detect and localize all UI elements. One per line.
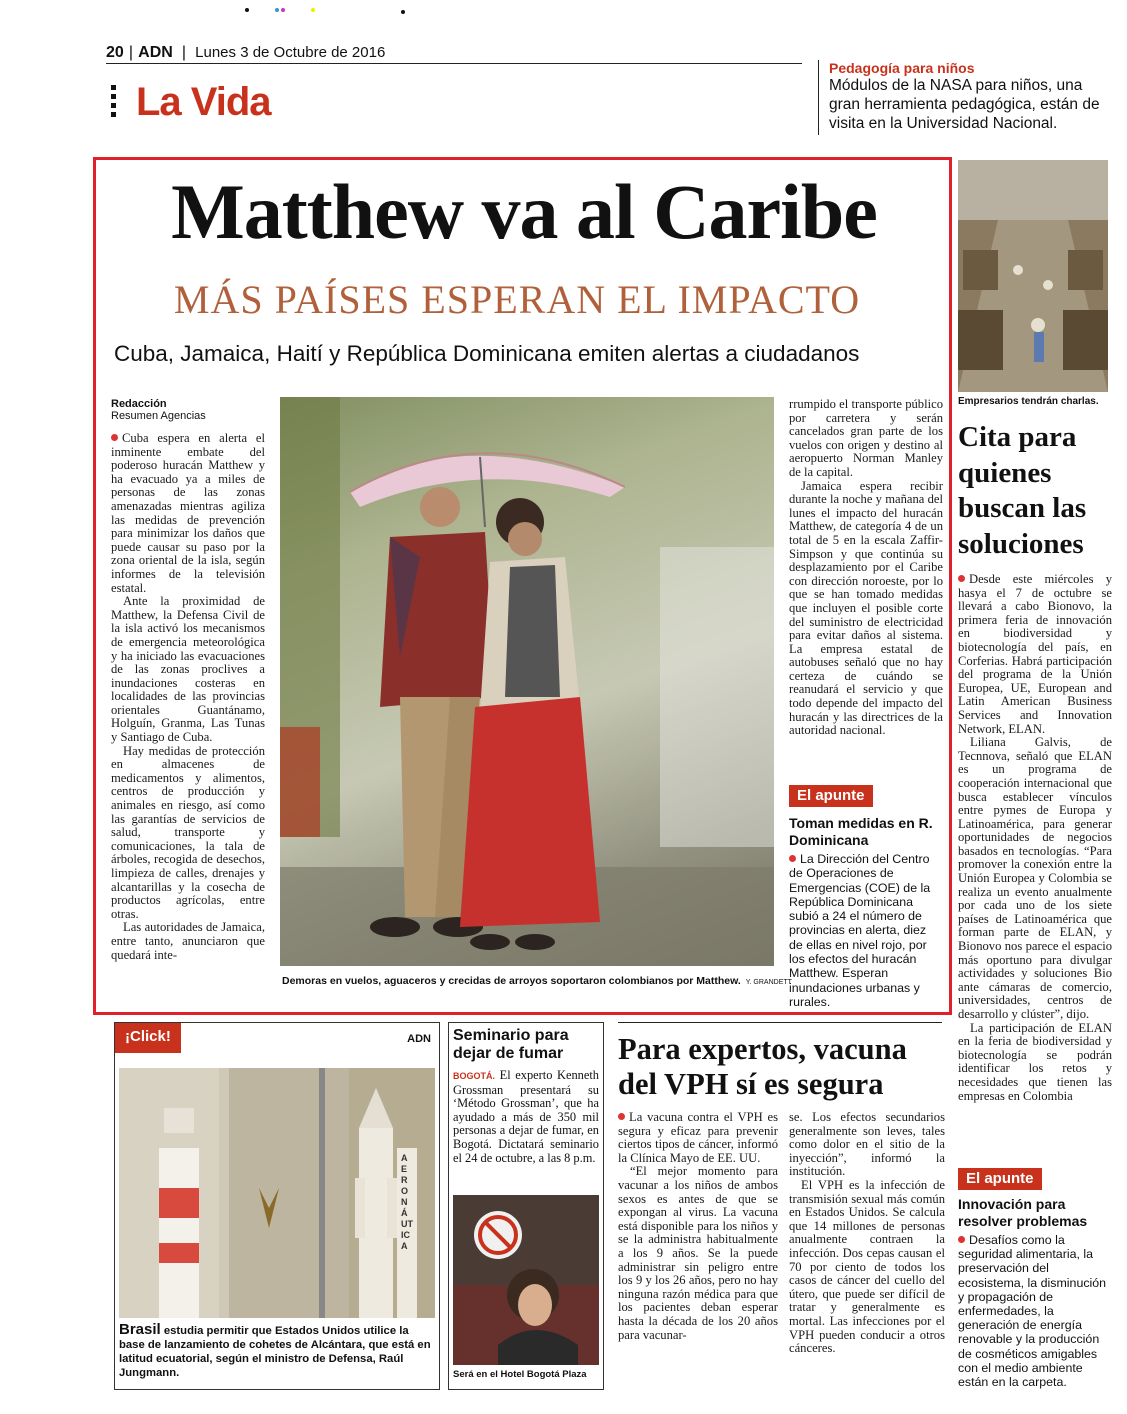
- apunte-text: Desafíos como la seguridad alimentaria, la preservación del ecosistema, la disminución y propagación de enfermedades, la generación de energía renovable y la producción de cosméticos amigables con el medio ambiente están en la carpeta.: [958, 1233, 1107, 1390]
- brand-logo: ADN: [138, 44, 173, 61]
- folio-divider: |: [128, 44, 134, 61]
- section-title: La Vida: [136, 80, 271, 124]
- main-headline: Matthew va al Caribe: [171, 168, 877, 255]
- right-headline: Cita para quienes buscan las soluciones: [958, 421, 1087, 560]
- main-subhead: Cuba, Jamaica, Haití y República Dominicana emiten alertas a ciudadanos: [114, 341, 860, 366]
- print-registration-marks: [245, 8, 415, 16]
- smoking-photo-caption: Será en el Hotel Bogotá Plaza: [453, 1369, 587, 1380]
- right-apunte: [958, 1168, 1114, 1389]
- main-col-1-text: Cuba espera en alerta el inminente embate del poderoso huracán Matthew y ha evacuado ya a miles de personas de las zonas amenazadas mientras agiliza las medidas de prevención para minimizar los daños que puede causar su paso por la zona oriental de la isla, según informes de la televisión estatal. Ante la proximidad de Matthew, la Defensa Civil de la isla activó los mecanismos de emergencia meteorológica y ha iniciado las evacuaciones de las zonas proclives a inundaciones costeras en localidades de las provincias orientales Guantánamo, Holguín, Granma, Las Tunas y Santiago de Cuba. Hay medidas de protección en almacenes de medicamentos y alimentos, centros de producción y animales en riesgo, así como las garantías de servicios de salud, transporte y comunicaciones, la tala de árboles, recogida de desechos, limpieza de calles, drenajes y alcantarillas y la cosecha de productos agrícolas, entre otras. Las autoridades de Jamaica, entre tanto, anunciaron que quedará inte-: [111, 431, 265, 962]
- rocket-illustration: [119, 1068, 435, 1318]
- smoking-text: BOGOTÁ. El experto Kenneth Grossman presentará su ‘Método Grossman’, que ha ayudado a más de 350 mil personas a dejar de fumar, en Bogotá. Dictatará seminario el 24 de octubre, a las 8 p.m.: [453, 1068, 599, 1165]
- smoking-headline: Seminario para dejar de fumar: [453, 1027, 569, 1062]
- rocket-text: AERONÁUTICA: [401, 1153, 413, 1251]
- vph-headline: Para expertos, vacuna del VPH sí es segura: [618, 1032, 907, 1101]
- main-apunte: [789, 785, 943, 1009]
- byline: Redacción: [111, 398, 167, 410]
- main-photo-caption: Demoras en vuelos, aguaceros y crecidas de arroyos soportaron colombianos por Matthew. Y. GRANDETT: [282, 975, 792, 987]
- click-photo[interactable]: [119, 1068, 435, 1318]
- promo-box[interactable]: [818, 60, 1114, 135]
- main-photo[interactable]: [280, 397, 774, 966]
- section-marker: [108, 85, 120, 125]
- click-lead: Brasil: [119, 1321, 161, 1338]
- main-col-1: [111, 398, 265, 962]
- bullet-icon: [789, 855, 796, 862]
- main-kicker: MÁS PAÍSES ESPERAN EL IMPACTO: [173, 277, 861, 322]
- click-label: ¡Click!: [115, 1023, 181, 1053]
- rain-couple-illustration: [280, 397, 774, 966]
- smoking-box: [448, 1022, 604, 1390]
- fair-hall-illustration: [958, 160, 1108, 392]
- click-brand: ADN: [407, 1033, 431, 1045]
- smoking-woman-illustration: [453, 1195, 599, 1365]
- apunte-title: Toman medidas en R. Dominicana: [789, 815, 933, 848]
- apunte-text: La Dirección del Centro de Operaciones de Emergencias (COE) de la República Dominicana subió a 24 el número de provincias en alerta, diez de ellas en nivel rojo, por los efectos del huracán Matthew. Esperan inundaciones urbanas y rurales.: [789, 852, 931, 1009]
- vph-top-rule: [618, 1022, 942, 1023]
- promo-kicker: Pedagogía para niños: [829, 60, 975, 76]
- bullet-icon: [111, 434, 118, 441]
- folio: 20 | ADN | Lunes 3 de Octubre de 2016: [106, 44, 386, 61]
- vph-col-1: La vacuna contra el VPH es segura y eficaz para prevenir ciertos tipos de cáncer, informó la Clínica Mayo de EE. UU. “El mejor momento para vacunar a los niños de ambos sexos es antes de que se expongan al virus. La vacuna está disponible para los niños y se la administra habitualmente a los 9 años. Se la puede administrar sin peligro entre los 9 y los 26 años, pero no hay ninguna razón médica para que los pacientes deban esperar hasta la década de los 20 años para vacunar-: [618, 1110, 778, 1342]
- photo-credit: Y. GRANDETT: [745, 979, 792, 986]
- click-box: [114, 1022, 440, 1390]
- apunte-label: El apunte: [789, 785, 873, 807]
- promo-text: Módulos de la NASA para niños, una gran herramienta pedagógica, están de visita en la Universidad Nacional.: [829, 77, 1100, 132]
- page-number: 20: [106, 44, 124, 61]
- main-col-3: rrumpido el transporte público por carretera y serán cancelados gran parte de los vuelos con origen y destino al aeropuerto Norman Manley de la capital. Jamaica espera recibir durante la noche y mañana del lunes el impacto del huracán Matthew, de categoría 4 de un total de 5 en la escala Zaffir-Simpson y que continúa su desplazamiento por el Caribe con dirección noroeste, por lo que se han tomado medidas que incluyen el posible corte del suministro de electricidad para evitar daños al sistema. La empresa estatal de autobuses señaló que no hay certeza de cuándo se reanudará el servicio y que todo depende del impacto del huracán y las directrices de la autoridad nacional.: [789, 397, 943, 738]
- issue-date: Lunes 3 de Octubre de 2016: [195, 44, 386, 61]
- bullet-icon: [958, 1236, 965, 1243]
- apunte-title: Innovación para resolver problemas: [958, 1196, 1088, 1229]
- vph-col-2: se. Los efectos secundarios generalmente son leves, tales como dolor en el sitio de la inyección”, informó la institución. El VPH es la infección de transmisión sexual más común en Estados Unidos. Se calcula que 14 millones de personas anualmente contraen la infección. Dos cepas causan el 70 por ciento de todos los casos de cáncer del cuello del útero, que puede ser difícil de tratar y generalmente es mortal. Las infecciones por el VPH pueden conducir a otros cánceres.: [789, 1110, 945, 1356]
- byline-sub: Resumen Agencias: [111, 410, 206, 422]
- header-rule: [106, 63, 802, 64]
- right-photo-caption: Empresarios tendrán charlas.: [958, 396, 1099, 407]
- click-caption: Brasil estudia permitir que Estados Unidos utilice la base de lanzamiento de cohetes de Alcántara, que está en latitud ecuatorial, según el ministro de Defensa, Raúl Jungmann.: [119, 1321, 431, 1379]
- right-photo[interactable]: [958, 160, 1108, 392]
- smoking-dateline: BOGOTÁ.: [453, 1071, 495, 1081]
- right-story-text: Desde este miércoles y hasya el 7 de octubre se llevará a cabo Bionovo, la primera feria de innovación en biodiversidad y biotecnología del país, en Corferias. Habrá participación del programa de la Unión Europea, UE, European and Latin American Business Services and Innovation Network, ELAN. Liliana Galvis, de Tecnnova, señaló que ELAN es un programa de cooperación internacional que busca establecer vínculos entre pymes de Europa y Latinoamérica, para generar oportunidades de negocios basados en tecnologías. “Para promover la conexión entre la Unión Europea y Colombia se realiza un evento anualmente por cada uno de los siete países de Latinoamérica que forman parte de ELAN, y Bionovo nos parece el espacio más oportuno para divulgar actividades y soluciones Bio ante cámaras de comercio, universidades, centros de desarrollo y clúster”, dijo. La participación de ELAN en la feria de biodiversidad y biotecnología se podrán identificar los retos y necesidades que tienen las empresas en Colombia: [958, 572, 1112, 1103]
- smoking-photo[interactable]: [453, 1195, 599, 1365]
- bullet-icon: [618, 1113, 625, 1120]
- apunte-label: El apunte: [958, 1168, 1042, 1190]
- bullet-icon: [958, 575, 965, 582]
